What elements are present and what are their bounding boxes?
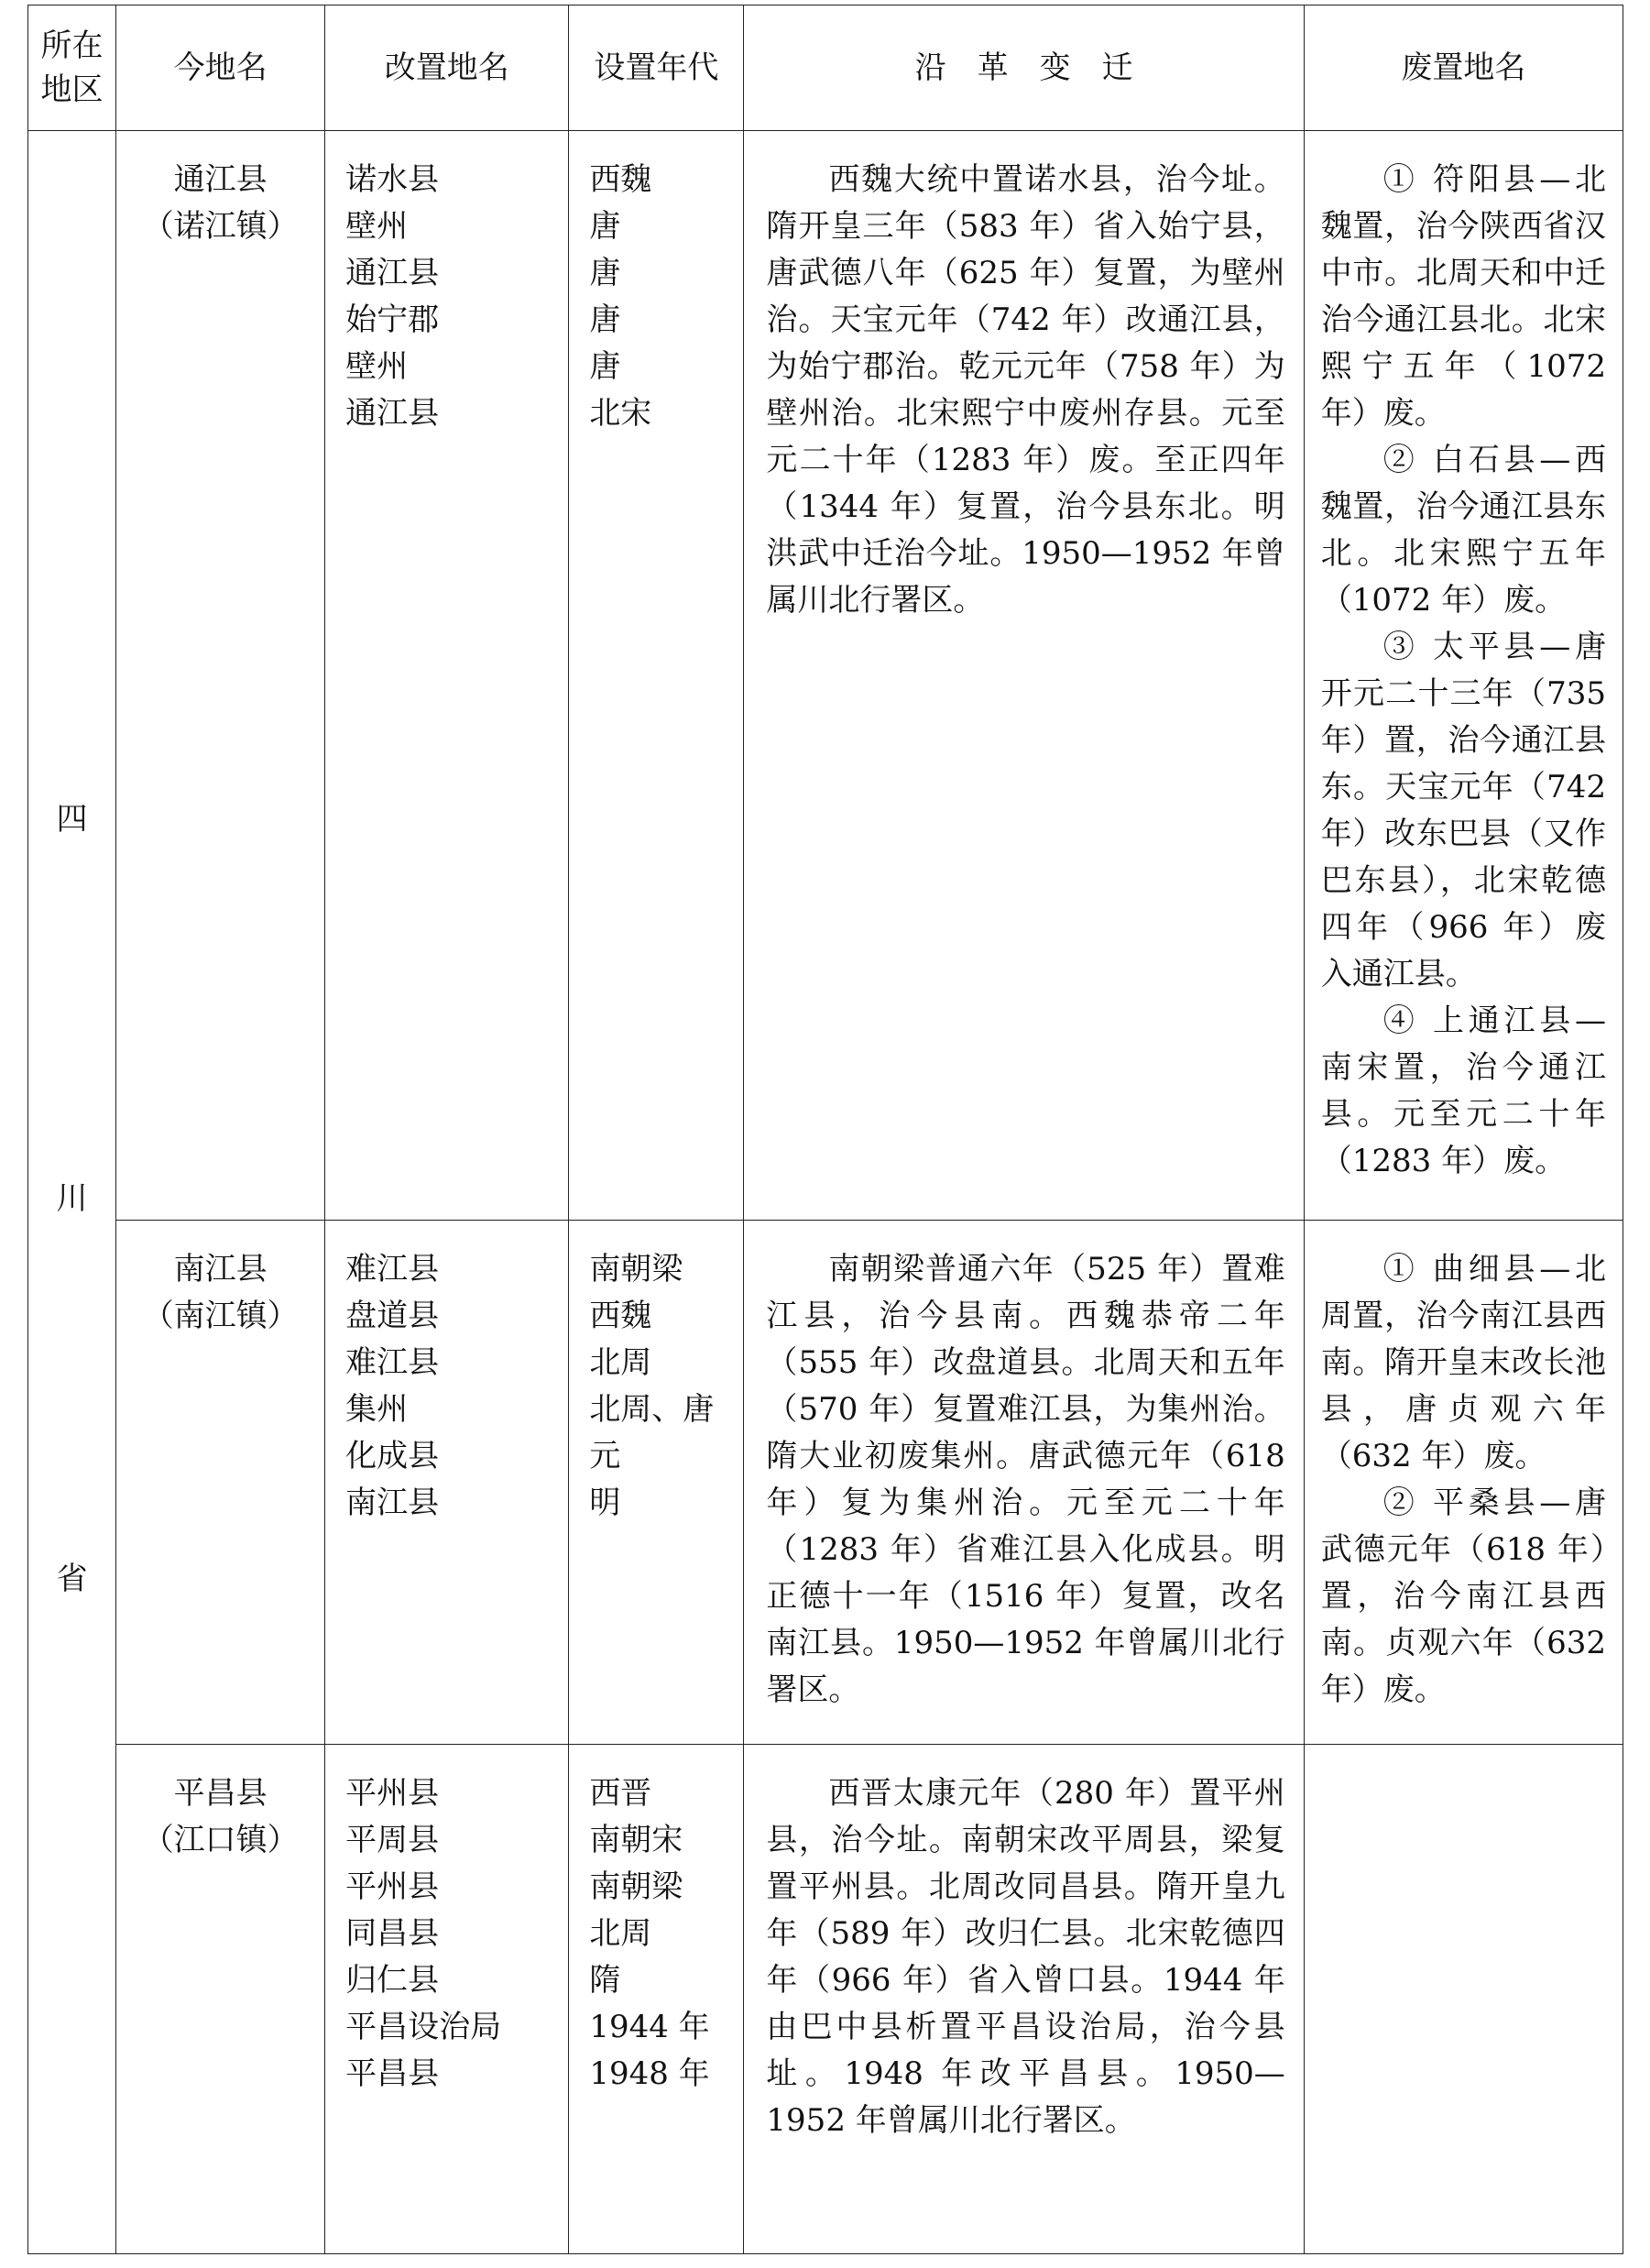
abolished-cell	[1304, 131, 1623, 1221]
list-item: 平昌县	[345, 2055, 440, 2092]
region-char: 川	[56, 1180, 88, 1217]
list-item: 壁州	[345, 348, 409, 385]
list-item: 北周、唐	[589, 1391, 715, 1428]
region-cell	[28, 131, 116, 2254]
list-item: 唐	[589, 348, 621, 385]
list-item: 南江县	[345, 1485, 440, 1521]
list-item: 归仁县	[345, 1962, 440, 1999]
header-era: 设置年代	[569, 5, 744, 131]
abolished-entry: ① 符阳县—北魏置，治今陕西省汉中市。北周天和中迁治今通江县北。北宋熙宁五年（1072 年）废。	[1320, 161, 1606, 432]
table-row	[28, 131, 1623, 1221]
era-cell	[569, 1221, 744, 1745]
abolished-entry: ② 白石县—西魏置，治今通江县东北。北宋熙宁五年（1072 年）废。	[1320, 442, 1606, 619]
list-item: 西魏	[589, 161, 652, 198]
list-item: 难江县	[345, 1251, 440, 1287]
history-cell: 南朝梁普通六年（525 年）置难江县，治今县南。西魏恭帝二年（555 年）改盘道县。北周天和五年（570 年）复置难江县，为集州治。隋大业初废集州。唐武德元年（618 年）复为集州治。元至元二十年（1283 年）省难江县入化成县。明正德十一年（1516 年）复置，改名南江县。1950—1952 年曾属川北行署区。	[744, 1221, 1304, 1745]
list-item: 通江县	[345, 395, 440, 432]
header-changed-names: 改置地名	[325, 5, 569, 131]
list-item: 唐	[589, 301, 621, 338]
list-item: 唐	[589, 255, 621, 291]
list-item: 集州	[345, 1391, 409, 1428]
current-town: （诺江镇）	[142, 208, 299, 245]
current-name: 通江县	[173, 161, 268, 198]
current-name: 平昌县	[173, 1775, 268, 1812]
list-item: 盘道县	[345, 1298, 440, 1334]
region-char: 四	[56, 801, 88, 838]
header-abolished: 废置地名	[1304, 5, 1623, 131]
abolished-entry: ④ 上通江县—南宋置，治今通江县。元至元二十年（1283 年）废。	[1320, 1003, 1606, 1179]
list-item: 化成县	[345, 1438, 440, 1474]
current-name: 南江县	[173, 1251, 268, 1287]
abolished-entry: ② 平桑县—唐武德元年（618 年）置，治今南江县西南。贞观六年（632 年）废。	[1320, 1485, 1606, 1708]
abolished-cell	[1304, 1745, 1623, 2254]
history-cell: 西魏大统中置诺水县，治今址。隋开皇三年（583 年）省入始宁县，唐武德八年（625 年）复置，为壁州治。天宝元年（742 年）改通江县，为始宁郡治。乾元元年（758 年）为壁州治。北宋熙宁中废州存县。元至元二十年（1283 年）废。至正四年（1344 年）复置，治今县东北。明洪武中迁治今址。1950—1952 年曾属川北行署区。	[744, 131, 1304, 1221]
history-table	[27, 5, 1623, 2254]
list-item: 西魏	[589, 1298, 652, 1334]
list-item: 同昌县	[345, 1915, 440, 1952]
changed-names-cell	[325, 1745, 569, 2254]
current-name-cell	[116, 1745, 325, 2254]
header-region-line2: 地区	[40, 71, 104, 108]
list-item: 南朝宋	[589, 1822, 683, 1858]
list-item: 平昌设治局	[345, 2009, 502, 2045]
list-item: 元	[589, 1438, 621, 1474]
header-history: 沿 革 变 迁	[744, 5, 1304, 131]
current-town: （南江镇）	[142, 1298, 299, 1334]
list-item: 通江县	[345, 255, 440, 291]
era-cell	[569, 131, 744, 1221]
list-item: 南朝梁	[589, 1868, 683, 1905]
header-row	[28, 5, 1623, 131]
table-row	[28, 1221, 1623, 1745]
list-item: 始宁郡	[345, 301, 440, 338]
header-region-line1: 所在	[40, 27, 104, 64]
list-item: 平州县	[345, 1775, 440, 1812]
list-item: 隋	[589, 1962, 621, 1999]
current-town: （江口镇）	[142, 1822, 299, 1858]
list-item: 西晋	[589, 1775, 652, 1812]
list-item: 明	[589, 1485, 621, 1521]
list-item: 诺水县	[345, 161, 440, 198]
current-name-cell	[116, 131, 325, 1221]
region-char: 省	[56, 1561, 88, 1597]
header-region	[28, 5, 116, 131]
list-item: 1948 年	[589, 2055, 710, 2092]
list-item: 难江县	[345, 1344, 440, 1381]
header-current-name: 今地名	[116, 5, 325, 131]
table-row	[28, 1745, 1623, 2254]
history-cell: 西晋太康元年（280 年）置平州县，治今址。南朝宋改平周县，梁复置平州县。北周改同昌县。隋开皇九年（589 年）改归仁县。北宋乾德四年（966 年）省入曾口县。1944 年由巴中县析置平昌设治局，治今县址。1948 年改平昌县。1950—1952 年曾属川北行署区。	[744, 1745, 1304, 2254]
list-item: 北宋	[589, 395, 652, 432]
abolished-cell	[1304, 1221, 1623, 1745]
abolished-entry: ③ 太平县—唐开元二十三年（735 年）置，治今通江县东。天宝元年（742 年）改东巴县（又作巴东县），北宋乾德四年（966 年）废入通江县。	[1320, 629, 1606, 992]
list-item: 北周	[589, 1915, 652, 1952]
changed-names-cell	[325, 1221, 569, 1745]
era-cell	[569, 1745, 744, 2254]
list-item: 壁州	[345, 208, 409, 245]
list-item: 平州县	[345, 1868, 440, 1905]
abolished-entry: ① 曲细县—北周置，治今南江县西南。隋开皇末改长池县，唐贞观六年（632 年）废。	[1320, 1251, 1606, 1474]
current-name-cell	[116, 1221, 325, 1745]
list-item: 北周	[589, 1344, 652, 1381]
list-item: 1944 年	[589, 2009, 710, 2045]
list-item: 唐	[589, 208, 621, 245]
changed-names-cell	[325, 131, 569, 1221]
list-item: 南朝梁	[589, 1251, 683, 1287]
list-item: 平周县	[345, 1822, 440, 1858]
